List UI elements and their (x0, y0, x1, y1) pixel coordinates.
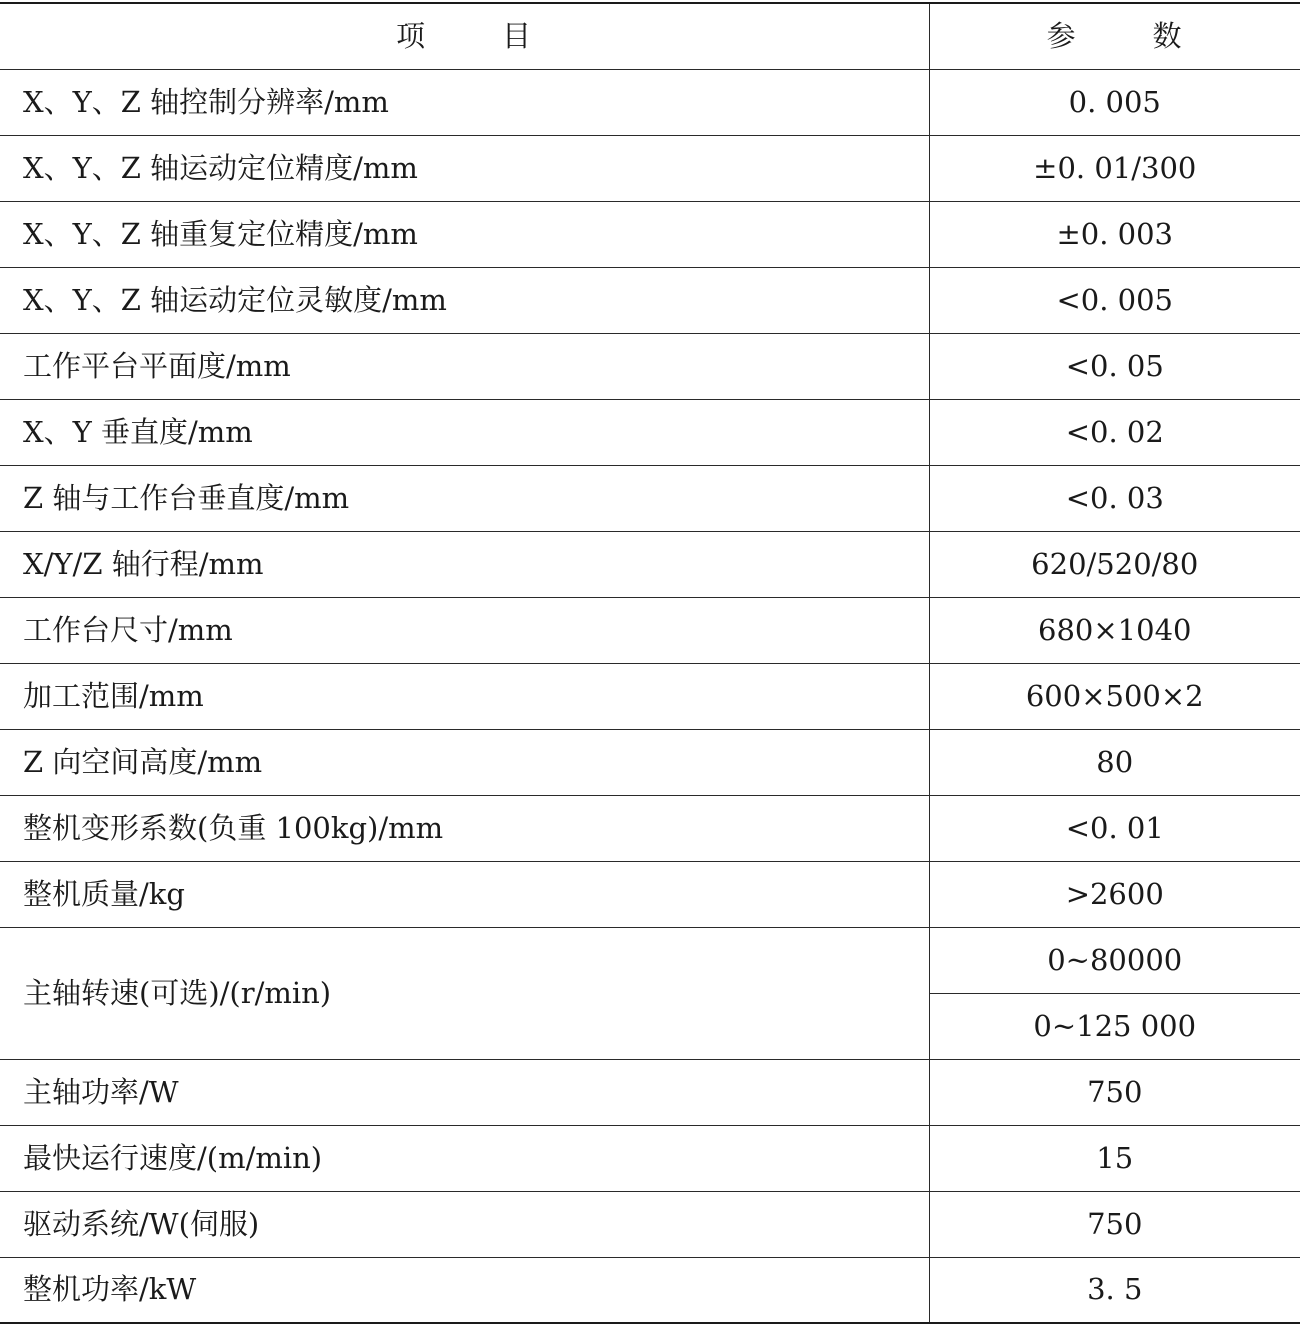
table-row (0, 1059, 1300, 1125)
value-cell: <0. 01 (929, 795, 1300, 861)
value-cell: 3. 5 (929, 1257, 1300, 1323)
table-row (0, 663, 1300, 729)
item-cell: 主轴功率/W (0, 1059, 929, 1125)
spec-table (0, 2, 1300, 1324)
header-row (0, 3, 1300, 69)
value-cell: 0. 005 (929, 69, 1300, 135)
value-cell: <0. 03 (929, 465, 1300, 531)
item-cell: X/Y/Z 轴行程/mm (0, 531, 929, 597)
table-row (0, 729, 1300, 795)
item-cell: 整机功率/kW (0, 1257, 929, 1323)
item-cell: 整机变形系数(负重 100kg)/mm (0, 795, 929, 861)
value-cell: 0~80000 (929, 927, 1300, 993)
value-cell: 750 (929, 1059, 1300, 1125)
value-cell: 680×1040 (929, 597, 1300, 663)
item-cell: 主轴转速(可选)/(r/min) (0, 927, 929, 1059)
table-row (0, 861, 1300, 927)
item-cell: 工作台尺寸/mm (0, 597, 929, 663)
item-cell: 工作平台平面度/mm (0, 333, 929, 399)
table-row (0, 927, 1300, 993)
header-param (929, 3, 1300, 69)
item-cell: X、Y、Z 轴重复定位精度/mm (0, 201, 929, 267)
header-item (0, 3, 929, 69)
table-row (0, 795, 1300, 861)
header-item-char-1: 项 (396, 18, 427, 53)
value-cell: 600×500×2 (929, 663, 1300, 729)
item-cell: X、Y、Z 轴运动定位灵敏度/mm (0, 267, 929, 333)
value-cell: 80 (929, 729, 1300, 795)
table-row (0, 1125, 1300, 1191)
value-cell: <0. 05 (929, 333, 1300, 399)
item-cell: X、Y 垂直度/mm (0, 399, 929, 465)
item-cell: 加工范围/mm (0, 663, 929, 729)
value-cell: ±0. 01/300 (929, 135, 1300, 201)
table-row (0, 333, 1300, 399)
value-cell: 15 (929, 1125, 1300, 1191)
item-cell: Z 轴与工作台垂直度/mm (0, 465, 929, 531)
table-row (0, 69, 1300, 135)
item-cell: X、Y、Z 轴控制分辨率/mm (0, 69, 929, 135)
item-cell: 整机质量/kg (0, 861, 929, 927)
item-cell: 驱动系统/W(伺服) (0, 1191, 929, 1257)
value-cell: <0. 02 (929, 399, 1300, 465)
table-row (0, 399, 1300, 465)
value-cell: ±0. 003 (929, 201, 1300, 267)
value-cell: 750 (929, 1191, 1300, 1257)
table-row (0, 597, 1300, 663)
table-row (0, 531, 1300, 597)
table-header (0, 3, 1300, 69)
table-row (0, 201, 1300, 267)
value-cell: <0. 005 (929, 267, 1300, 333)
header-param-char-1: 参 (1046, 18, 1078, 53)
value-cell: >2600 (929, 861, 1300, 927)
value-cell: 620/520/80 (929, 531, 1300, 597)
table-row (0, 465, 1300, 531)
table-row (0, 135, 1300, 201)
item-cell: Z 向空间高度/mm (0, 729, 929, 795)
table-row (0, 267, 1300, 333)
header-item-char-2: 目 (501, 18, 533, 53)
item-cell: X、Y、Z 轴运动定位精度/mm (0, 135, 929, 201)
item-cell: 最快运行速度/(m/min) (0, 1125, 929, 1191)
table-body (0, 69, 1300, 1323)
table-row (0, 1257, 1300, 1323)
header-param-char-2: 数 (1152, 18, 1183, 53)
table-row (0, 1191, 1300, 1257)
value-cell: 0~125 000 (929, 993, 1300, 1059)
